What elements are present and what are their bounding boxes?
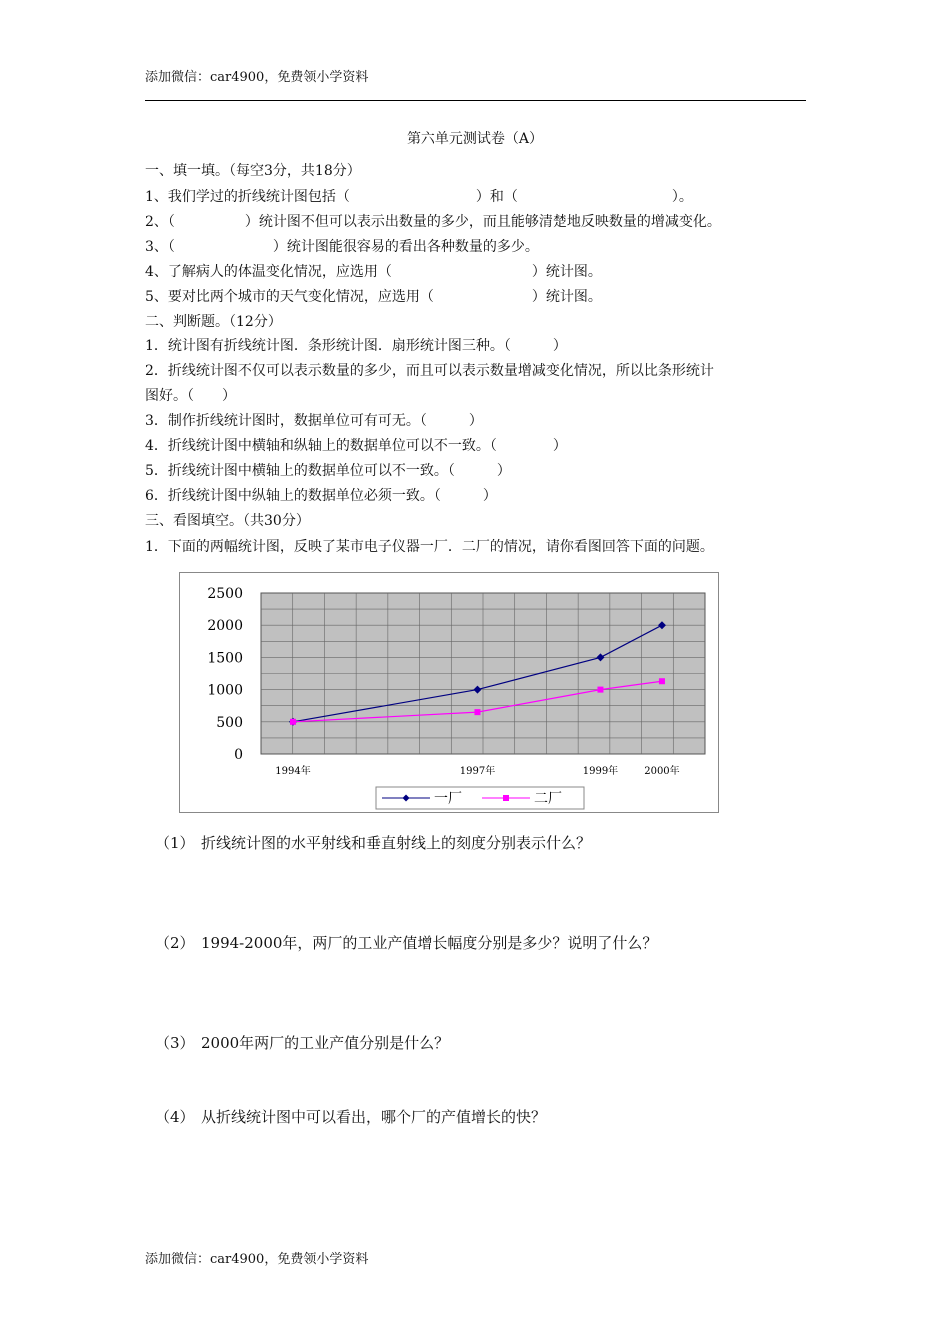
page-footer: 添加微信：car4900，免费领小学资料	[145, 1252, 369, 1267]
question-3-number: （3）	[155, 1034, 195, 1052]
y-tick-label: 2500	[207, 586, 243, 602]
legend-label-2: 二厂	[534, 791, 562, 807]
y-tick-label: 0	[234, 747, 243, 763]
x-tick-label: 1994年	[275, 766, 311, 777]
y-tick-label: 1500	[207, 650, 243, 667]
section-1-heading: 一、填一填。（每空3分，共18分）	[145, 163, 361, 179]
judge-question-2-cont: 图好。（ ）	[145, 388, 236, 404]
question-4-text: 从折线统计图中可以看出，哪个厂的产值增长的快？	[201, 1108, 547, 1126]
legend	[376, 787, 584, 809]
y-tick-label: 1000	[207, 682, 243, 699]
judge-question-4: 4．折线统计图中横轴和纵轴上的数据单位可以不一致。（ ）	[145, 438, 567, 454]
judge-question-1: 1．统计图有折线统计图．条形统计图．扇形统计图三种。（ ）	[145, 338, 567, 354]
question-4-number: （4）	[155, 1108, 195, 1126]
legend-marker-2	[503, 795, 509, 801]
fill-question-4: 4、了解病人的体温变化情况，应选用（ ）统计图。	[145, 264, 602, 280]
legend-label-1: 一厂	[434, 791, 462, 807]
question-1	[155, 832, 591, 853]
question-2	[155, 932, 657, 953]
section-3-heading: 三、看图填空。（共30分）	[145, 513, 310, 529]
x-tick-label: 1997年	[459, 766, 496, 777]
question-1-number: （1）	[155, 834, 195, 852]
fill-question-1: 1、我们学过的折线统计图包括（ ）和（ ）。	[145, 189, 693, 205]
page-title: 第六单元测试卷（A）	[406, 131, 544, 147]
x-axis-ticks	[275, 764, 679, 777]
header-rule	[145, 100, 806, 101]
question-2-number: （2）	[155, 934, 195, 952]
page-header: 添加微信：car4900，免费领小学资料	[145, 70, 369, 85]
x-tick-label: 1999年	[582, 766, 619, 777]
x-tick-label: 2000年	[644, 766, 680, 777]
y-tick-label: 2000	[207, 618, 243, 635]
judge-question-6: 6．折线统计图中纵轴上的数据单位必须一致。（ ）	[145, 488, 497, 504]
question-2-text: 1994-2000年，两厂的工业产值增长幅度分别是多少？说明了什么？	[201, 934, 658, 952]
data-point-2	[597, 687, 603, 693]
judge-question-5: 5．折线统计图中横轴上的数据单位可以不一致。（ ）	[145, 463, 511, 479]
fill-question-3: 3、（ ）统计图能很容易的看出各种数量的多少。	[145, 239, 539, 255]
y-tick-label: 500	[216, 714, 243, 731]
question-3	[155, 1032, 449, 1053]
question-1-text: 折线统计图的水平射线和垂直射线上的刻度分别表示什么？	[201, 834, 592, 852]
data-point-2	[474, 709, 480, 715]
line-chart	[179, 572, 719, 813]
question-4	[155, 1106, 546, 1127]
judge-question-2: 2．折线统计图不仅可以表示数量的多少，而且可以表示数量增减变化情况，所以比条形统计	[145, 363, 714, 379]
judge-question-3: 3．制作折线统计图时，数据单位可有可无。（ ）	[145, 413, 483, 429]
y-axis-ticks	[207, 586, 243, 763]
chart-question-intro: 1．下面的两幅统计图，反映了某市电子仪器一厂．二厂的情况，请你看图回答下面的问题。	[145, 539, 714, 555]
fill-question-2: 2、（ ）统计图不但可以表示出数量的多少，而且能够清楚地反映数量的增减变化。	[145, 214, 721, 230]
data-point-2	[290, 719, 296, 725]
data-point-2	[659, 678, 665, 684]
fill-question-5: 5、要对比两个城市的天气变化情况，应选用（ ）统计图。	[145, 289, 602, 305]
section-2-heading: 二、判断题。（12分）	[145, 314, 282, 330]
question-3-text: 2000年两厂的工业产值分别是什么？	[201, 1034, 450, 1052]
